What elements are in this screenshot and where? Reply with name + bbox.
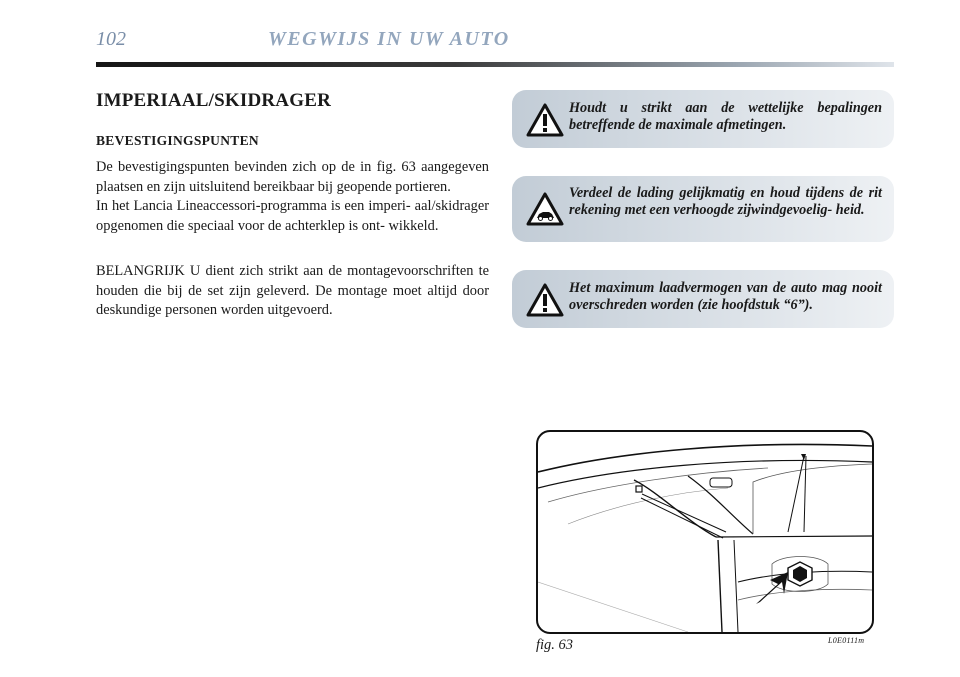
warning-triangle-icon: [526, 103, 564, 137]
important-label: BELANGRIJK: [96, 263, 185, 279]
sub-heading: BEVESTIGINGSPUNTEN: [96, 133, 259, 148]
paragraph-text: In het Lancia Lineaccessori-programma is een imperi- aal/skidrager opgenomen die speciaal voor de achterklep is ont- wikkeld.: [96, 198, 489, 234]
header-title: WEGWIJS IN UW AUTO: [268, 28, 510, 50]
car-warning-triangle-icon: [526, 192, 564, 226]
warning-triangle-icon: [526, 283, 564, 317]
warning-text: Het maximum laadvermogen van de auto mag nooit overschreden worden (zie hoofdstuk “6”).: [569, 280, 882, 314]
figure-illustration: [536, 430, 874, 634]
roof-mounting-points-illustration: [538, 432, 872, 632]
warning-box: [512, 176, 894, 242]
figure-code: L0E0111m: [828, 636, 865, 645]
paragraph-text: U dient zich strikt aan de montagevoorschriften te houden die bij de set zijn geleverd. De montage moet altijd door deskundige personen worden uitgevoerd.: [96, 263, 489, 319]
warning-text: Verdeel de lading gelijkmatig en houd tijdens de rit rekening met een verhoogde zijwindgevoelig- heid.: [569, 185, 882, 219]
paragraph-important: [96, 262, 489, 321]
warning-box: [512, 90, 894, 148]
paragraph-mounting-points: [96, 158, 489, 236]
warning-text: Houdt u strikt aan de wettelijke bepalingen betreffende de maximale afmetingen.: [569, 100, 882, 134]
header-rule: [96, 62, 894, 67]
figure-caption: fig. 63: [536, 637, 574, 653]
warning-box: [512, 270, 894, 328]
page-number: 102: [96, 28, 126, 50]
paragraph-text: De bevestigingspunten bevinden zich op de in fig. 63 aangegeven plaatsen en zijn uitsluitend bereikbaar bij geopende portieren.: [96, 159, 489, 195]
section-title: IMPERIAAL/SKIDRAGER: [96, 90, 331, 111]
